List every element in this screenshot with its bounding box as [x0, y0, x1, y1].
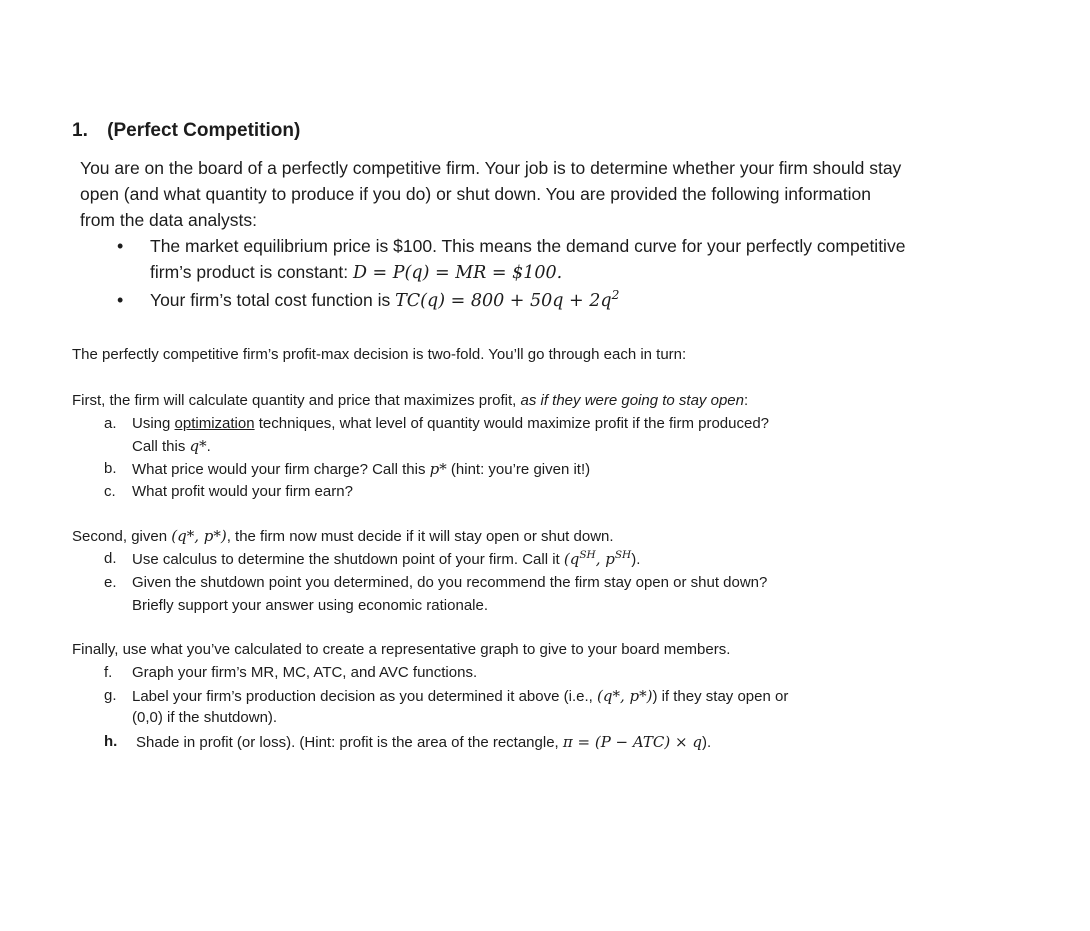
item-c-text: What profit would your firm earn?	[132, 483, 353, 500]
bullet-dot-1: •	[117, 236, 124, 256]
item-c-label: c.	[104, 483, 116, 500]
intro-line-1: You are on the board of a perfectly competitive firm. Your job is to determine whether your firm should stay	[80, 158, 902, 178]
optimization-link[interactable]: optimization	[174, 415, 255, 432]
item-d-text: Use calculus to determine the shutdown point of your firm. Call it ($q^{SH}$, $p^{SH}$).	[132, 549, 641, 568]
bullet-dot-2: •	[117, 290, 124, 310]
intro-line-2: open (and what quantity to produce if you do) or shut down. You are provided the following information	[80, 184, 871, 204]
item-e-line-1: Given the shutdown point you determined, do you recommend the firm stay open or shut down?	[132, 574, 768, 591]
question-number: 1.	[72, 120, 88, 141]
finally-lead: Finally, use what you’ve calculated to create a representative graph to give to your board members.	[72, 641, 731, 658]
item-g-line-1: Label your firm’s production decision as you determined it above (i.e., (q*, p*)) if they stay open or	[132, 687, 789, 705]
item-a-line-2: Call this q*.	[132, 437, 211, 455]
item-f-text: Graph your firm’s MR, MC, ATC, and AVC functions.	[132, 664, 478, 681]
item-b-text: What price would your firm charge? Call this p* (hint: you’re given it!)	[132, 460, 591, 478]
item-g-line-2: (0,0) if the shutdown).	[132, 709, 278, 726]
intro-line-3: from the data analysts:	[80, 210, 258, 230]
item-b-label: b.	[104, 460, 117, 477]
item-g-label: g.	[104, 687, 117, 704]
item-a-label: a.	[104, 415, 117, 432]
item-e-line-2: Briefly support your answer using economic rationale.	[132, 597, 489, 614]
bullet-1-line-2: firm’s product is constant: D = P(q) = MR = $100.	[150, 262, 563, 283]
profit-intro: The perfectly competitive firm’s profit-max decision is two-fold. You’ll go through each in turn:	[72, 346, 687, 363]
demand-equation: D = P(q) = MR = $100.	[352, 263, 563, 283]
bullet-1-line-1: The market equilibrium price is $100. This means the demand curve for your perfectly competitive	[150, 236, 906, 256]
item-e-label: e.	[104, 574, 117, 591]
bullet-2-line: Your firm’s total cost function is $TC(q) = 800 + 50q + 2q^2$	[150, 288, 620, 311]
cost-function: TC(q) = 800 + 50q + 2q	[395, 291, 612, 311]
item-a-line-1: Using optimization techniques, what level of quantity would maximize profit if the firm produced?	[132, 415, 770, 432]
question-title: (Perfect Competition)	[107, 120, 301, 141]
item-h-text: Shade in profit (or loss). (Hint: profit is the area of the rectangle, π = (P − ATC) × q).	[136, 733, 712, 751]
item-h-label: h.	[104, 733, 118, 750]
second-lead: Second, given (q*, p*), the firm now must decide if it will stay open or shut down.	[72, 527, 614, 545]
first-lead: First, the firm will calculate quantity and price that maximizes profit, as if they were going to stay open:	[72, 392, 749, 409]
item-f-label: f.	[104, 664, 113, 681]
item-d-label: d.	[104, 550, 117, 567]
question-heading	[72, 120, 300, 142]
